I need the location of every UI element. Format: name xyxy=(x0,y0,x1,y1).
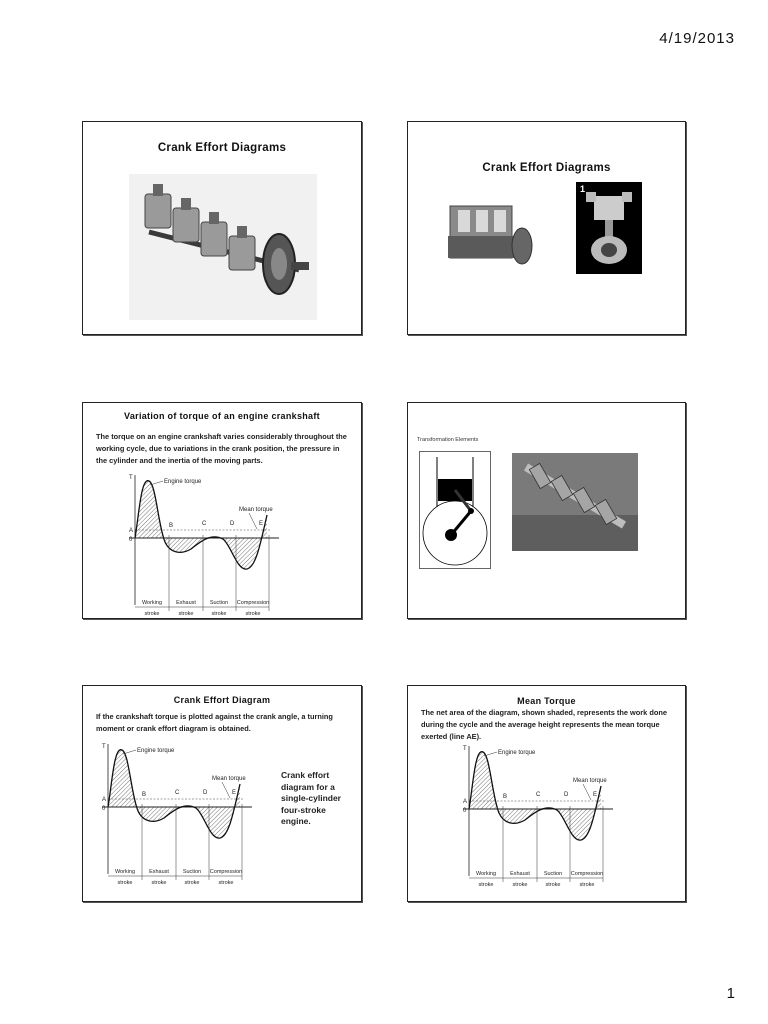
stroke-label-top: Exhaust xyxy=(149,869,169,875)
crank-effort-diagram xyxy=(102,744,262,888)
stroke-label-top: Compression xyxy=(570,871,604,877)
point-e-label: E xyxy=(259,521,264,527)
slide-5[interactable] xyxy=(82,685,362,902)
engine-block-image xyxy=(444,200,536,268)
slide-5-title: Crank Effort Diagram xyxy=(173,695,271,705)
stroke-label-bottom: stroke xyxy=(245,611,261,617)
slide-6[interactable] xyxy=(407,685,686,902)
stroke-label-top: Exhaust xyxy=(176,600,196,606)
stroke-label-top: Suction xyxy=(182,869,202,875)
slide-3[interactable] xyxy=(82,402,362,619)
stroke-label-bottom: stroke xyxy=(178,611,194,617)
piston-crank-mechanism xyxy=(419,451,491,569)
axis-t-label: T xyxy=(463,746,467,752)
point-c-label: C xyxy=(202,521,207,527)
stroke-label-bottom: stroke xyxy=(512,882,528,888)
engine-torque-label: Engine torque xyxy=(137,748,175,754)
slide-4[interactable] xyxy=(407,402,686,619)
engine-torque-label: Engine torque xyxy=(498,750,536,756)
axis-t-label: T xyxy=(102,744,106,750)
slide-3-body: The torque on an engine crankshaft varies considerably throughout the working cycle, due to variations in the crank position, the pressure in the cylinder and the inertia of the moving parts. xyxy=(96,432,347,465)
engine-crankshaft-image xyxy=(129,174,317,320)
point-a-label: A xyxy=(102,797,107,803)
stroke-label-bottom: stroke xyxy=(144,611,160,617)
slide-6-body: The net area of the diagram, shown shaded, represents the work done during the cycle and the average height represents the mean torque exerted (line AE). xyxy=(421,708,667,741)
point-b-label: B xyxy=(503,794,508,800)
point-a-label: A xyxy=(463,799,468,805)
slide-3-title: Variation of torque of an engine crankshaft xyxy=(124,411,320,421)
stroke-label-bottom: stroke xyxy=(151,880,167,886)
point-o-label: 0 xyxy=(129,537,133,543)
point-o-label: 0 xyxy=(463,808,467,814)
stroke-label-bottom: stroke xyxy=(117,880,133,886)
slide-2[interactable] xyxy=(407,121,686,335)
stroke-label-top: Working xyxy=(114,869,136,875)
point-d-label: D xyxy=(203,790,208,796)
stroke-label-top: Suction xyxy=(543,871,563,877)
crank-effort-diagram xyxy=(463,746,623,890)
stroke-label-top: Working xyxy=(141,600,163,606)
crank-effort-diagram xyxy=(129,475,289,619)
point-e-label: E xyxy=(593,792,598,798)
axis-t-label: T xyxy=(129,475,133,481)
point-b-label: B xyxy=(169,523,174,529)
stroke-label-bottom: stroke xyxy=(218,880,234,886)
page-number: 1 xyxy=(726,985,735,1002)
point-b-label: B xyxy=(142,792,147,798)
mean-torque-label: Mean torque xyxy=(573,778,607,784)
point-o-label: 0 xyxy=(102,806,106,812)
slide-5-side-text: Crank effort diagram for a single-cylinder four-stroke engine. xyxy=(281,770,341,826)
point-c-label: C xyxy=(175,790,180,796)
stroke-label-top: Suction xyxy=(209,600,229,606)
stroke-label-bottom: stroke xyxy=(478,882,494,888)
slide-1-title: Crank Effort Diagrams xyxy=(157,142,287,154)
slide-5-body: If the crankshaft torque is plotted against the crank angle, a turning moment or crank effort diagram is obtained. xyxy=(96,712,333,733)
stroke-label-top: Working xyxy=(475,871,497,877)
stroke-label-top: Compression xyxy=(236,600,270,606)
slide-2-title: Crank Effort Diagrams xyxy=(482,162,611,174)
stroke-label-bottom: stroke xyxy=(545,882,561,888)
slide-1[interactable] xyxy=(82,121,362,335)
stroke-label-top: Exhaust xyxy=(510,871,530,877)
piston-cylinder-image xyxy=(576,182,642,274)
crankshaft-photo xyxy=(512,453,638,551)
header-date: 4/19/2013 xyxy=(659,30,735,47)
stroke-label-top: Compression xyxy=(209,869,243,875)
stroke-label-bottom: stroke xyxy=(211,611,227,617)
image-badge: 1 xyxy=(580,184,586,194)
point-e-label: E xyxy=(232,790,237,796)
mean-torque-label: Mean torque xyxy=(239,507,273,513)
point-c-label: C xyxy=(536,792,541,798)
mean-torque-label: Mean torque xyxy=(212,776,246,782)
stroke-label-bottom: stroke xyxy=(184,880,200,886)
stroke-label-bottom: stroke xyxy=(579,882,595,888)
slide-6-title: Mean Torque xyxy=(517,696,576,706)
point-d-label: D xyxy=(230,521,235,527)
point-a-label: A xyxy=(129,528,134,534)
slide-4-caption: Transformation Elements xyxy=(417,437,479,443)
point-d-label: D xyxy=(564,792,569,798)
engine-torque-label: Engine torque xyxy=(164,479,202,485)
